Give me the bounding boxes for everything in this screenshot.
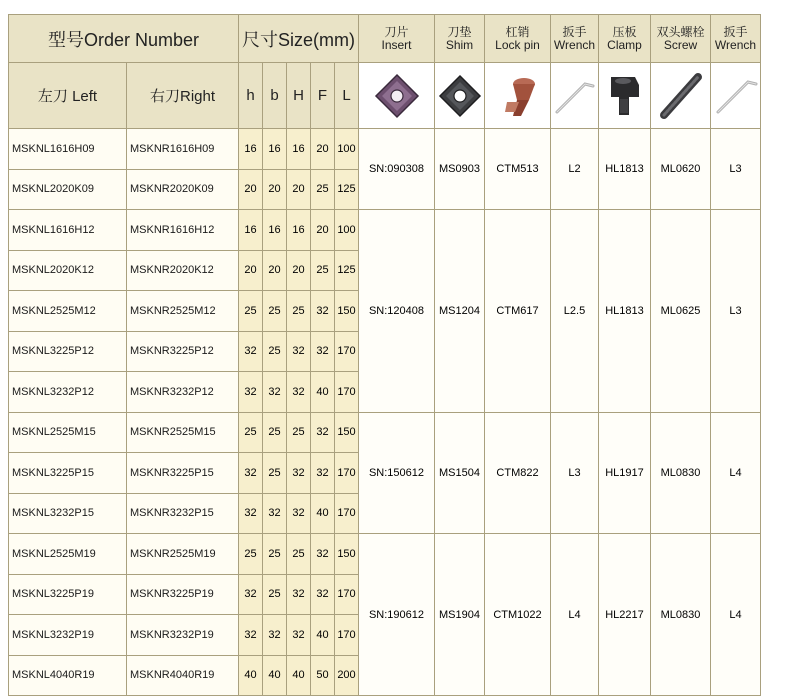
table-row (9, 534, 761, 575)
size-b: 32 (263, 615, 287, 656)
part-header-cn: 刀垫 (447, 24, 472, 39)
right-order-number: MSKNR2525M15 (127, 412, 239, 453)
part-shim: MS0903 (435, 129, 485, 210)
size-b: 20 (263, 169, 287, 210)
size-H: 32 (287, 453, 311, 494)
part-insert: SN:120408 (359, 210, 435, 413)
part-header-wrench-2 (711, 15, 761, 63)
dim-header-H: H (287, 63, 311, 129)
right-order-number: MSKNR3232P12 (127, 372, 239, 413)
part-shim: MS1204 (435, 210, 485, 413)
part-wrench-2: L3 (711, 129, 761, 210)
size-F: 32 (311, 412, 335, 453)
size-b: 25 (263, 574, 287, 615)
size-b: 40 (263, 655, 287, 696)
part-header-cn: 扳手 (723, 24, 748, 39)
left-order-number: MSKNL2020K12 (9, 250, 127, 291)
size-h: 25 (239, 412, 263, 453)
part-wrench-2: L4 (711, 412, 761, 534)
left-order-number: MSKNL2525M12 (9, 291, 127, 332)
screw-icon (656, 71, 706, 121)
part-lock-pin: CTM513 (485, 129, 551, 210)
size-L: 150 (335, 412, 359, 453)
lock-pin-icon-cell (485, 63, 551, 129)
part-wrench-2: L3 (711, 210, 761, 413)
left-order-number: MSKNL4040R19 (9, 655, 127, 696)
part-header-insert (359, 15, 435, 63)
right-order-number: MSKNR3225P15 (127, 453, 239, 494)
size-H: 25 (287, 412, 311, 453)
part-header-shim (435, 15, 485, 63)
left-order-number: MSKNL3232P15 (9, 493, 127, 534)
part-header-cn: 双头螺栓 (656, 24, 705, 39)
part-insert: SN:190612 (359, 534, 435, 696)
size-L: 170 (335, 331, 359, 372)
size-h: 32 (239, 453, 263, 494)
part-lock-pin: CTM617 (485, 210, 551, 413)
size-b: 32 (263, 493, 287, 534)
dim-header-b: b (263, 63, 287, 129)
part-header-lock-pin (485, 15, 551, 63)
size-H: 25 (287, 534, 311, 575)
size-L: 125 (335, 169, 359, 210)
left-order-number: MSKNL3225P12 (9, 331, 127, 372)
part-insert: SN:150612 (359, 412, 435, 534)
part-header-cn: 刀片 (384, 24, 409, 39)
part-wrench-2: L4 (711, 534, 761, 696)
insert-icon (373, 72, 421, 120)
left-order-number: MSKNL2525M15 (9, 412, 127, 453)
shim-icon-cell (435, 63, 485, 129)
size-F: 50 (311, 655, 335, 696)
part-header-en: Screw (663, 37, 698, 52)
size-H: 20 (287, 169, 311, 210)
part-header-en: Clamp (607, 37, 642, 52)
size-b: 25 (263, 291, 287, 332)
size-h: 16 (239, 129, 263, 170)
size-h: 32 (239, 372, 263, 413)
size-L: 170 (335, 574, 359, 615)
size-b: 25 (263, 412, 287, 453)
table-row (9, 412, 761, 453)
size-H: 32 (287, 574, 311, 615)
size-F: 25 (311, 250, 335, 291)
size-L: 125 (335, 250, 359, 291)
part-header-en: Shim (445, 37, 474, 52)
size-h: 20 (239, 169, 263, 210)
size-b: 16 (263, 210, 287, 251)
size-h: 16 (239, 210, 263, 251)
wrench-icon-cell (551, 63, 599, 129)
size-h: 32 (239, 574, 263, 615)
size-L: 100 (335, 129, 359, 170)
part-header-wrench (551, 15, 599, 63)
left-order-number: MSKNL2525M19 (9, 534, 127, 575)
size-h: 25 (239, 291, 263, 332)
size-h: 32 (239, 331, 263, 372)
size-F: 32 (311, 331, 335, 372)
left-order-number: MSKNL3225P15 (9, 453, 127, 494)
size-H: 32 (287, 372, 311, 413)
part-header-en: Lock pin (495, 37, 540, 52)
right-order-number: MSKNR3232P19 (127, 615, 239, 656)
left-header: 左刀 Left (9, 63, 127, 129)
right-order-number: MSKNR4040R19 (127, 655, 239, 696)
clamp-icon-cell (599, 63, 651, 129)
screw-icon-cell (651, 63, 711, 129)
part-header-cn: 压板 (612, 24, 637, 39)
right-order-number: MSKNR3225P12 (127, 331, 239, 372)
right-order-number: MSKNR2020K12 (127, 250, 239, 291)
size-b: 25 (263, 534, 287, 575)
size-b: 32 (263, 372, 287, 413)
part-wrench: L4 (551, 534, 599, 696)
size-F: 40 (311, 615, 335, 656)
spec-body (9, 129, 761, 696)
right-order-number: MSKNR2020K09 (127, 169, 239, 210)
part-screw: ML0625 (651, 210, 711, 413)
left-order-number: MSKNL2020K09 (9, 169, 127, 210)
part-lock-pin: CTM1022 (485, 534, 551, 696)
part-insert: SN:090308 (359, 129, 435, 210)
size-b: 16 (263, 129, 287, 170)
size-header: 尺寸Size(mm) (239, 15, 359, 63)
left-order-number: MSKNL3232P12 (9, 372, 127, 413)
part-clamp: HL1813 (599, 129, 651, 210)
part-header-screw (651, 15, 711, 63)
part-screw: ML0620 (651, 129, 711, 210)
dim-header-h: h (239, 63, 263, 129)
size-H: 32 (287, 493, 311, 534)
table-row (9, 129, 761, 170)
lock-pin-icon (495, 72, 541, 120)
part-wrench: L2.5 (551, 210, 599, 413)
size-h: 32 (239, 493, 263, 534)
wrench-icon (714, 74, 758, 118)
size-L: 150 (335, 291, 359, 332)
left-order-number: MSKNL3225P19 (9, 574, 127, 615)
dim-header-F: F (311, 63, 335, 129)
size-H: 16 (287, 129, 311, 170)
size-b: 25 (263, 453, 287, 494)
part-wrench: L3 (551, 412, 599, 534)
insert-icon-cell (359, 63, 435, 129)
size-F: 32 (311, 453, 335, 494)
part-clamp: HL2217 (599, 534, 651, 696)
size-L: 100 (335, 210, 359, 251)
left-order-number: MSKNL3232P19 (9, 615, 127, 656)
size-F: 40 (311, 372, 335, 413)
part-clamp: HL1917 (599, 412, 651, 534)
wrench-icon-cell-2 (711, 63, 761, 129)
part-header-clamp (599, 15, 651, 63)
part-header-en: Wrench (553, 37, 596, 52)
dim-header-L: L (335, 63, 359, 129)
part-header-en: Wrench (714, 37, 757, 52)
right-order-number: MSKNR3232P15 (127, 493, 239, 534)
size-L: 200 (335, 655, 359, 696)
right-order-number: MSKNR1616H12 (127, 210, 239, 251)
size-F: 20 (311, 210, 335, 251)
size-F: 32 (311, 291, 335, 332)
part-shim: MS1904 (435, 534, 485, 696)
right-order-number: MSKNR3225P19 (127, 574, 239, 615)
size-F: 32 (311, 534, 335, 575)
size-h: 20 (239, 250, 263, 291)
size-H: 16 (287, 210, 311, 251)
size-F: 32 (311, 574, 335, 615)
size-L: 170 (335, 372, 359, 413)
table-row (9, 210, 761, 251)
spec-table (8, 14, 761, 696)
part-lock-pin: CTM822 (485, 412, 551, 534)
right-order-number: MSKNR2525M19 (127, 534, 239, 575)
size-L: 170 (335, 453, 359, 494)
size-L: 170 (335, 493, 359, 534)
part-wrench: L2 (551, 129, 599, 210)
size-F: 20 (311, 129, 335, 170)
part-screw: ML0830 (651, 534, 711, 696)
right-header: 右刀Right (127, 63, 239, 129)
size-h: 32 (239, 615, 263, 656)
size-H: 20 (287, 250, 311, 291)
part-header-en: Insert (381, 37, 412, 52)
size-H: 32 (287, 615, 311, 656)
size-L: 150 (335, 534, 359, 575)
size-H: 25 (287, 291, 311, 332)
size-H: 32 (287, 331, 311, 372)
clamp-icon (605, 71, 645, 121)
part-shim: MS1504 (435, 412, 485, 534)
size-F: 40 (311, 493, 335, 534)
left-order-number: MSKNL1616H12 (9, 210, 127, 251)
size-H: 40 (287, 655, 311, 696)
part-clamp: HL1813 (599, 210, 651, 413)
size-L: 170 (335, 615, 359, 656)
part-header-cn: 杠销 (505, 24, 530, 39)
size-b: 20 (263, 250, 287, 291)
shim-icon (438, 74, 482, 118)
left-order-number: MSKNL1616H09 (9, 129, 127, 170)
size-F: 25 (311, 169, 335, 210)
part-screw: ML0830 (651, 412, 711, 534)
size-b: 25 (263, 331, 287, 372)
size-h: 40 (239, 655, 263, 696)
part-header-cn: 扳手 (562, 24, 587, 39)
order-number-header: 型号Order Number (9, 15, 239, 63)
wrench-icon (553, 74, 597, 118)
right-order-number: MSKNR1616H09 (127, 129, 239, 170)
size-h: 25 (239, 534, 263, 575)
right-order-number: MSKNR2525M12 (127, 291, 239, 332)
